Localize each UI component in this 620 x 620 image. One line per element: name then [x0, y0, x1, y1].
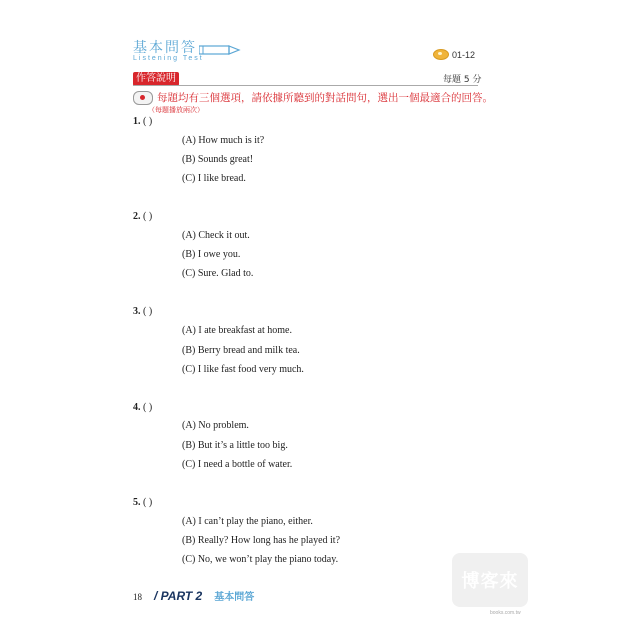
- page-footer: [133, 588, 254, 603]
- option-b: (B) Sounds great!: [182, 154, 254, 165]
- option-b: (B) Really? How long has he played it?: [182, 535, 341, 546]
- watermark-logo: [452, 553, 528, 607]
- play-note: （每題播放兩次）: [148, 106, 204, 114]
- watermark-text: 博客來: [461, 571, 519, 592]
- listening-icon: [133, 91, 153, 105]
- answer-blank[interactable]: ( ): [143, 211, 153, 222]
- option-a: (A) No problem.: [182, 420, 249, 431]
- option-a: (A) How much is it?: [182, 135, 265, 146]
- option-b: (B) But it’s a little too big.: [182, 440, 288, 451]
- part-title: 基本問答: [214, 592, 255, 603]
- question-3: [133, 306, 152, 317]
- option-a: (A) I can’t play the piano, either.: [182, 516, 313, 527]
- score-per-question: 每題 5 分: [443, 75, 482, 85]
- section-title-sub: Listening Test: [133, 55, 204, 62]
- page-number: 18: [133, 592, 142, 602]
- section-title: [133, 40, 204, 62]
- option-b: (B) I owe you.: [182, 249, 241, 260]
- question-number: 4.: [133, 402, 141, 413]
- section-title-main: 基本問答: [133, 40, 197, 56]
- divider: [133, 85, 478, 86]
- question-5: [133, 497, 152, 508]
- audio-track: [433, 49, 475, 60]
- watermark-url: books.com.tw: [490, 610, 521, 616]
- question-4: [133, 402, 152, 413]
- instructions-text: 每題均有三個選項，請依據所聽到的對話問句，選出一個最適合的回答。: [157, 92, 493, 104]
- question-1: [133, 116, 152, 127]
- option-a: (A) I ate breakfast at home.: [182, 325, 292, 336]
- answer-blank[interactable]: ( ): [143, 306, 153, 317]
- instructions-label: 作答說明: [133, 72, 179, 86]
- question-number: 3.: [133, 306, 141, 317]
- option-b: (B) Berry bread and milk tea.: [182, 345, 300, 356]
- option-c: (C) No, we won’t play the piano today.: [182, 554, 339, 565]
- option-c: (C) I like bread.: [182, 173, 246, 184]
- option-a: (A) Check it out.: [182, 230, 250, 241]
- question-number: 2.: [133, 211, 141, 222]
- option-c: (C) I need a bottle of water.: [182, 459, 293, 470]
- question-number: 1.: [133, 116, 141, 127]
- part-label: / PART 2: [154, 589, 203, 603]
- question-number: 5.: [133, 497, 141, 508]
- instructions: [133, 90, 493, 105]
- pencil-icon: [199, 43, 241, 57]
- option-c: (C) Sure. Glad to.: [182, 268, 254, 279]
- track-number: 01-12: [452, 49, 476, 60]
- answer-blank[interactable]: ( ): [143, 497, 153, 508]
- answer-blank[interactable]: ( ): [143, 402, 153, 413]
- question-2: [133, 211, 152, 222]
- option-c: (C) I like fast food very much.: [182, 364, 304, 375]
- answer-blank[interactable]: ( ): [143, 116, 153, 127]
- cd-icon: [433, 49, 449, 60]
